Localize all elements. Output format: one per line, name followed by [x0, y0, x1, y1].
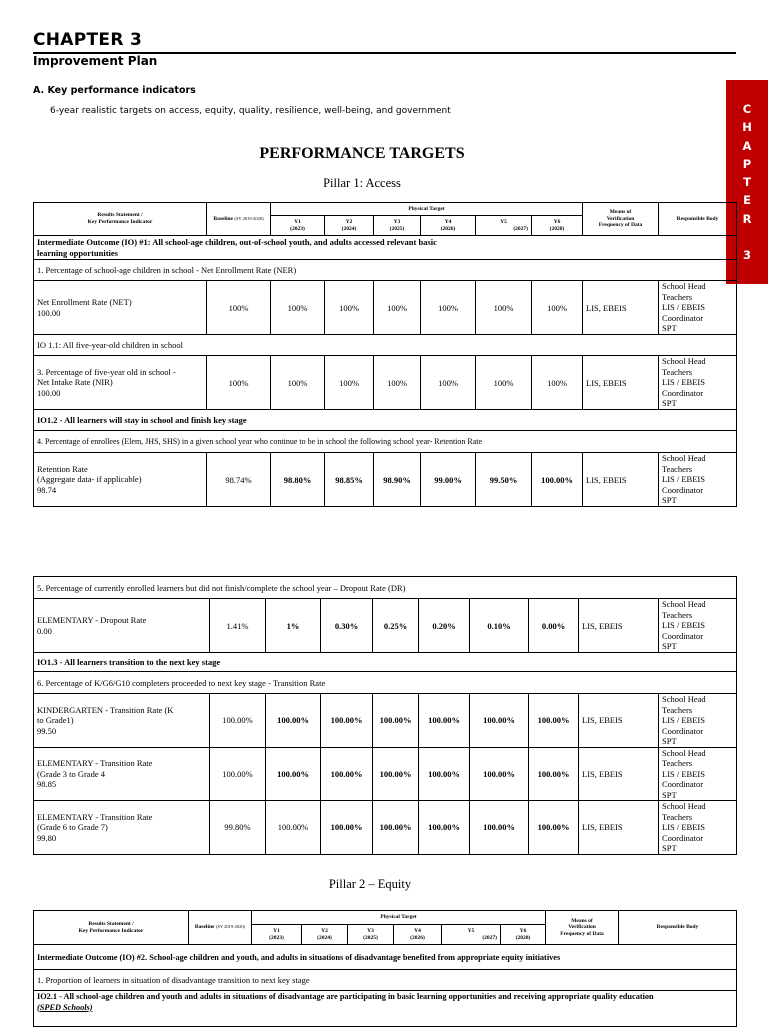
- responsible-retention: School Head Teachers LIS / EBEIS Coordinator SPT: [659, 453, 737, 507]
- performance-table-pillar2: [33, 910, 737, 1027]
- y6-net: 100%: [532, 281, 583, 335]
- y2-net: 100%: [325, 281, 374, 335]
- y4-transition-g6: 100.00%: [419, 801, 470, 855]
- y2-nir: 100%: [325, 356, 374, 410]
- y2-retention: 98.85%: [325, 453, 374, 507]
- header-y1-p2: Y1 (2023): [252, 925, 302, 945]
- io1-1-heading: IO 1.1: All five-year-old children in school: [34, 335, 737, 356]
- y1-retention: 98.80%: [271, 453, 325, 507]
- performance-table-pillar1-continued: [33, 576, 737, 855]
- y1-net: 100%: [271, 281, 325, 335]
- y4-nir: 100%: [421, 356, 476, 410]
- kpi-ner: 1. Percentage of school-age children in school - Net Enrollment Rate (NER): [34, 260, 737, 281]
- responsible-transition-g6: School Head Teachers LIS / EBEIS Coordinator SPT: [659, 801, 737, 855]
- row-label-transition-k: KINDERGARTEN - Transition Rate (K to Grade1) 99.50: [34, 694, 210, 748]
- baseline-nir: 100%: [207, 356, 271, 410]
- io1-2-heading: IO1.2 - All learners will stay in school and finish key stage: [34, 410, 737, 431]
- means-transition-g6: LIS, EBEIS: [579, 801, 659, 855]
- y1-transition-g6: 100.00%: [266, 801, 321, 855]
- performance-table-pillar1: [33, 202, 737, 507]
- chapter-title: CHAPTER 3: [33, 30, 143, 50]
- header-y1: Y1 (2023): [271, 216, 325, 236]
- y3-transition-k: 100.00%: [373, 694, 419, 748]
- means-net: LIS, EBEIS: [583, 281, 659, 335]
- header-y4: Y4 (2026): [421, 216, 476, 236]
- y4-retention: 99.00%: [421, 453, 476, 507]
- y6-nir: 100%: [532, 356, 583, 410]
- y6-transition-k: 100.00%: [529, 694, 579, 748]
- y3-transition-g6: 100.00%: [373, 801, 419, 855]
- header-baseline-p2: Baseline (SY 2019-2020): [189, 911, 252, 945]
- baseline-transition-g3: 100.00%: [210, 747, 266, 801]
- means-retention: LIS, EBEIS: [583, 453, 659, 507]
- section-heading: A. Key performance indicators: [33, 85, 196, 96]
- baseline-net: 100%: [207, 281, 271, 335]
- row-label-net: Net Enrollment Rate (NET) 100.00: [34, 281, 207, 335]
- y5-net: 100%: [476, 281, 532, 335]
- row-label-transition-g3: ELEMENTARY - Transition Rate (Grade 3 to Grade 4 98.85: [34, 747, 210, 801]
- y5-transition-k: 100.00%: [470, 694, 529, 748]
- responsible-dropout: School Head Teachers LIS / EBEIS Coordinator SPT: [659, 599, 737, 653]
- baseline-dropout: 1.41%: [210, 599, 266, 653]
- header-y2-p2: Y2 (2024): [302, 925, 348, 945]
- io1-heading: Intermediate Outcome (IO) #1: All school-age children, out-of-school youth, and adults accessed relevant basic learning opportunities: [34, 236, 737, 260]
- y4-transition-g3: 100.00%: [419, 747, 470, 801]
- header-results: Results Statement / Key Performance Indicator: [34, 203, 207, 236]
- y3-retention: 98.90%: [374, 453, 421, 507]
- row-label-transition-g6: ELEMENTARY - Transition Rate (Grade 6 to Grade 7) 99.80: [34, 801, 210, 855]
- header-y6: Y6 (2028): [532, 216, 583, 236]
- y5-retention: 99.50%: [476, 453, 532, 507]
- header-y5: Y5 (2027): [476, 216, 532, 236]
- kpi-retention: 4. Percentage of enrollees (Elem, JHS, SHS) in a given school year who continue to be in school the following school year- Retention Rate: [34, 431, 737, 453]
- header-results-p2: Results Statement / Key Performance Indicator: [34, 911, 189, 945]
- y6-retention: 100.00%: [532, 453, 583, 507]
- header-physical-target-p2: Physical Target: [252, 911, 546, 925]
- y3-net: 100%: [374, 281, 421, 335]
- y1-nir: 100%: [271, 356, 325, 410]
- means-transition-g3: LIS, EBEIS: [579, 747, 659, 801]
- responsible-nir: School Head Teachers LIS / EBEIS Coordinator SPT: [659, 356, 737, 410]
- header-responsible-p2: Responsible Body: [619, 911, 737, 945]
- y4-transition-k: 100.00%: [419, 694, 470, 748]
- responsible-transition-k: School Head Teachers LIS / EBEIS Coordinator SPT: [659, 694, 737, 748]
- header-y4-p2: Y4 (2026): [394, 925, 442, 945]
- header-means-p2: Means of Verification Frequency of Data: [546, 911, 619, 945]
- row-label-dropout: ELEMENTARY - Dropout Rate 0.00: [34, 599, 210, 653]
- responsible-transition-g3: School Head Teachers LIS / EBEIS Coordinator SPT: [659, 747, 737, 801]
- y6-transition-g6: 100.00%: [529, 801, 579, 855]
- means-transition-k: LIS, EBEIS: [579, 694, 659, 748]
- y5-nir: 100%: [476, 356, 532, 410]
- io2-1-heading: IO2.1 - All school-age children and youth and adults in situations of disadvantage are participating in basic learning opportunities and receiving appropriate quality education (SPED Schools): [34, 991, 737, 1027]
- header-means: Means of Verification Frequency of Data: [583, 203, 659, 236]
- baseline-transition-k: 100.00%: [210, 694, 266, 748]
- responsible-net: School Head Teachers LIS / EBEIS Coordinator SPT: [659, 281, 737, 335]
- kpi-transition: 6. Percentage of K/G6/G10 completers proceeded to next key stage - Transition Rate: [34, 672, 737, 694]
- y1-dropout: 1%: [266, 599, 321, 653]
- sped-schools-label: (SPED Schools): [37, 1002, 93, 1012]
- header-y6-p2: Y6 (2028): [501, 925, 546, 945]
- header-y3-p2: Y3 (2025): [348, 925, 394, 945]
- kpi-dropout: 5. Percentage of currently enrolled learners but did not finish/complete the school year – Dropout Rate (DR): [34, 577, 737, 599]
- header-responsible: Responsible Body: [659, 203, 737, 236]
- means-dropout: LIS, EBEIS: [579, 599, 659, 653]
- row-label-retention: Retention Rate (Aggregate data- if applicable) 98.74: [34, 453, 207, 507]
- io1-3-heading: IO1.3 - All learners transition to the next key stage: [34, 653, 737, 672]
- y5-dropout: 0.10%: [470, 599, 529, 653]
- pillar-1-title: Pillar 1: Access: [323, 176, 401, 190]
- io2-heading: Intermediate Outcome (IO) #2. School-age children and youth, and adults in situations of disadvantage benefited from appropriate equity initiatives: [34, 945, 737, 970]
- side-tab-label: C H A P T E R 3: [742, 102, 752, 263]
- y3-dropout: 0.25%: [373, 599, 419, 653]
- y3-transition-g3: 100.00%: [373, 747, 419, 801]
- baseline-transition-g6: 99.80%: [210, 801, 266, 855]
- header-y2: Y2 (2024): [325, 216, 374, 236]
- header-y5-p2: Y5 (2027): [442, 925, 501, 945]
- pillar-2-title: Pillar 2 – Equity: [328, 877, 412, 891]
- header-physical-target: Physical Target: [271, 203, 583, 216]
- y2-transition-k: 100.00%: [321, 694, 373, 748]
- y6-dropout: 0.00%: [529, 599, 579, 653]
- y2-transition-g6: 100.00%: [321, 801, 373, 855]
- baseline-retention: 98.74%: [207, 453, 271, 507]
- means-nir: LIS, EBEIS: [583, 356, 659, 410]
- header-baseline: Baseline (SY 2019-2020): [207, 203, 271, 236]
- row-label-nir: 3. Percentage of five-year old in school - Net Intake Rate (NIR) 100.00: [34, 356, 207, 410]
- y5-transition-g3: 100.00%: [470, 747, 529, 801]
- y2-transition-g3: 100.00%: [321, 747, 373, 801]
- y1-transition-k: 100.00%: [266, 694, 321, 748]
- chapter-subtitle: Improvement Plan: [33, 54, 158, 68]
- section-description: 6-year realistic targets on access, equity, quality, resilience, well-being, and government: [50, 106, 451, 116]
- y5-transition-g6: 100.00%: [470, 801, 529, 855]
- kpi-disadvantage-transition: 1. Proportion of learners in situation of disadvantage transition to next key stage: [34, 970, 737, 991]
- header-y3: Y3 (2025): [374, 216, 421, 236]
- y3-nir: 100%: [374, 356, 421, 410]
- page-title: PERFORMANCE TARGETS: [259, 145, 465, 162]
- y4-dropout: 0.20%: [419, 599, 470, 653]
- y2-dropout: 0.30%: [321, 599, 373, 653]
- y1-transition-g3: 100.00%: [266, 747, 321, 801]
- y4-net: 100%: [421, 281, 476, 335]
- y6-transition-g3: 100.00%: [529, 747, 579, 801]
